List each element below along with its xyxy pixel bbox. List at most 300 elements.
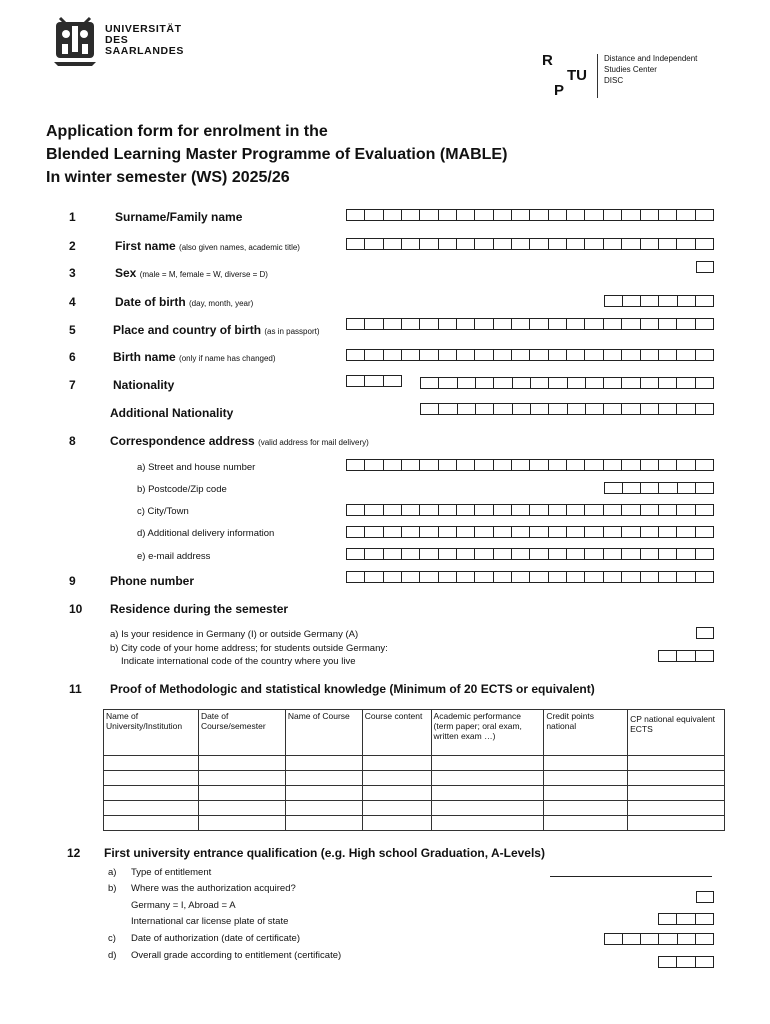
char-box[interactable] [346,375,365,387]
char-box[interactable] [603,504,622,516]
overall-grade-input[interactable] [658,956,714,968]
char-box[interactable] [566,504,585,516]
table-cell[interactable] [628,786,725,801]
char-box[interactable] [566,209,585,221]
char-box[interactable] [584,571,603,583]
char-box[interactable] [475,403,494,415]
email-input[interactable] [346,548,714,560]
char-box[interactable] [640,459,659,471]
char-box[interactable] [640,377,659,389]
char-box[interactable] [493,318,512,330]
char-box[interactable] [695,571,714,583]
char-box[interactable] [640,504,659,516]
entitlement-type-input[interactable] [550,866,712,877]
char-box[interactable] [676,650,695,662]
char-box[interactable] [695,349,714,361]
char-box[interactable] [584,504,603,516]
table-cell[interactable] [198,786,285,801]
char-box[interactable] [364,548,383,560]
char-box[interactable] [658,377,677,389]
char-box[interactable] [511,318,530,330]
char-box[interactable] [696,891,714,903]
dob-input[interactable] [604,295,714,307]
char-box[interactable] [401,349,420,361]
char-box[interactable] [566,318,585,330]
char-box[interactable] [438,403,457,415]
char-box[interactable] [695,238,714,250]
char-box[interactable] [603,571,622,583]
char-box[interactable] [474,459,493,471]
char-box[interactable] [511,209,530,221]
city-code-input[interactable] [658,650,714,662]
char-box[interactable] [438,238,457,250]
char-box[interactable] [548,403,567,415]
char-box[interactable] [383,238,402,250]
char-box[interactable] [456,209,475,221]
nationality-input[interactable] [420,377,714,389]
table-cell[interactable] [431,801,544,816]
char-box[interactable] [364,318,383,330]
char-box[interactable] [401,548,420,560]
char-box[interactable] [511,238,530,250]
char-box[interactable] [621,349,640,361]
char-box[interactable] [364,571,383,583]
table-cell[interactable] [198,771,285,786]
char-box[interactable] [677,933,696,945]
char-box[interactable] [548,349,567,361]
char-box[interactable] [621,238,640,250]
char-box[interactable] [603,403,622,415]
table-cell[interactable] [285,756,362,771]
char-box[interactable] [676,238,695,250]
char-box[interactable] [658,403,677,415]
char-box[interactable] [566,548,585,560]
char-box[interactable] [456,238,475,250]
char-box[interactable] [695,403,714,415]
char-box[interactable] [603,238,622,250]
char-box[interactable] [603,318,622,330]
char-box[interactable] [438,571,457,583]
char-box[interactable] [401,504,420,516]
char-box[interactable] [493,571,512,583]
char-box[interactable] [695,482,714,494]
char-box[interactable] [529,526,548,538]
char-box[interactable] [658,209,677,221]
table-cell[interactable] [628,801,725,816]
delivery-info-input[interactable] [346,526,714,538]
char-box[interactable] [548,548,567,560]
char-box[interactable] [677,482,696,494]
char-box[interactable] [621,209,640,221]
char-box[interactable] [419,238,438,250]
char-box[interactable] [621,403,640,415]
char-box[interactable] [474,238,493,250]
char-box[interactable] [493,377,512,389]
char-box[interactable] [658,504,677,516]
char-box[interactable] [640,349,659,361]
char-box[interactable] [640,933,659,945]
char-box[interactable] [621,377,640,389]
char-box[interactable] [585,377,604,389]
char-box[interactable] [676,956,695,968]
table-cell[interactable] [431,771,544,786]
char-box[interactable] [364,349,383,361]
char-box[interactable] [346,349,365,361]
char-box[interactable] [566,238,585,250]
char-box[interactable] [658,482,677,494]
char-box[interactable] [584,318,603,330]
char-box[interactable] [438,349,457,361]
char-box[interactable] [401,459,420,471]
char-box[interactable] [511,459,530,471]
char-box[interactable] [346,238,365,250]
char-box[interactable] [493,238,512,250]
char-box[interactable] [695,504,714,516]
char-box[interactable] [695,459,714,471]
char-box[interactable] [419,318,438,330]
char-box[interactable] [640,482,659,494]
char-box[interactable] [364,526,383,538]
char-box[interactable] [566,349,585,361]
char-box[interactable] [695,956,714,968]
table-cell[interactable] [198,816,285,831]
char-box[interactable] [438,526,457,538]
char-box[interactable] [474,209,493,221]
char-box[interactable] [676,209,695,221]
char-box[interactable] [622,295,641,307]
table-cell[interactable] [431,786,544,801]
char-box[interactable] [511,571,530,583]
char-box[interactable] [677,295,696,307]
char-box[interactable] [640,571,659,583]
char-box[interactable] [474,548,493,560]
char-box[interactable] [695,318,714,330]
char-box[interactable] [676,913,695,925]
char-box[interactable] [383,459,402,471]
char-box[interactable] [493,526,512,538]
char-box[interactable] [530,403,549,415]
char-box[interactable] [621,504,640,516]
char-box[interactable] [383,571,402,583]
char-box[interactable] [676,504,695,516]
char-box[interactable] [658,295,677,307]
char-box[interactable] [604,482,623,494]
char-box[interactable] [676,349,695,361]
city-input[interactable] [346,504,714,516]
char-box[interactable] [640,318,659,330]
postcode-input[interactable] [604,482,714,494]
char-box[interactable] [346,504,365,516]
char-box[interactable] [658,459,677,471]
table-cell[interactable] [198,756,285,771]
residence-location-input[interactable] [696,627,714,639]
char-box[interactable] [493,548,512,560]
table-cell[interactable] [285,771,362,786]
char-box[interactable] [696,261,714,273]
char-box[interactable] [621,526,640,538]
char-box[interactable] [529,318,548,330]
table-cell[interactable] [362,801,431,816]
char-box[interactable] [548,318,567,330]
table-cell[interactable] [104,771,199,786]
table-cell[interactable] [628,756,725,771]
char-box[interactable] [383,375,402,387]
char-box[interactable] [511,504,530,516]
char-box[interactable] [383,548,402,560]
char-box[interactable] [438,548,457,560]
char-box[interactable] [548,238,567,250]
char-box[interactable] [621,459,640,471]
birthplace-input[interactable] [346,318,714,330]
char-box[interactable] [695,526,714,538]
char-box[interactable] [383,526,402,538]
char-box[interactable] [676,318,695,330]
char-box[interactable] [383,209,402,221]
char-box[interactable] [548,526,567,538]
char-box[interactable] [474,526,493,538]
char-box[interactable] [622,933,641,945]
char-box[interactable] [676,526,695,538]
char-box[interactable] [383,504,402,516]
char-box[interactable] [695,295,714,307]
char-box[interactable] [640,209,659,221]
char-box[interactable] [474,318,493,330]
char-box[interactable] [419,349,438,361]
table-cell[interactable] [544,801,628,816]
char-box[interactable] [401,526,420,538]
char-box[interactable] [584,349,603,361]
char-box[interactable] [548,504,567,516]
char-box[interactable] [640,526,659,538]
char-box[interactable] [584,209,603,221]
char-box[interactable] [621,318,640,330]
table-cell[interactable] [431,816,544,831]
char-box[interactable] [640,238,659,250]
table-cell[interactable] [431,756,544,771]
char-box[interactable] [676,377,695,389]
char-box[interactable] [585,403,604,415]
char-box[interactable] [419,504,438,516]
char-box[interactable] [621,548,640,560]
table-cell[interactable] [544,771,628,786]
char-box[interactable] [603,548,622,560]
table-cell[interactable] [544,786,628,801]
char-box[interactable] [438,209,457,221]
char-box[interactable] [658,956,677,968]
birth-name-input[interactable] [346,349,714,361]
char-box[interactable] [622,482,641,494]
table-cell[interactable] [285,816,362,831]
char-box[interactable] [695,913,714,925]
char-box[interactable] [346,548,365,560]
char-box[interactable] [364,209,383,221]
char-box[interactable] [696,627,714,639]
char-box[interactable] [401,238,420,250]
table-cell[interactable] [285,801,362,816]
char-box[interactable] [529,548,548,560]
char-box[interactable] [420,403,439,415]
authorization-place-input[interactable] [696,891,714,903]
char-box[interactable] [584,459,603,471]
table-cell[interactable] [104,801,199,816]
char-box[interactable] [401,318,420,330]
char-box[interactable] [566,459,585,471]
char-box[interactable] [530,377,549,389]
char-box[interactable] [584,238,603,250]
char-box[interactable] [364,459,383,471]
char-box[interactable] [676,403,695,415]
char-box[interactable] [438,318,457,330]
char-box[interactable] [640,548,659,560]
char-box[interactable] [438,504,457,516]
char-box[interactable] [566,526,585,538]
char-box[interactable] [676,548,695,560]
char-box[interactable] [658,238,677,250]
char-box[interactable] [566,571,585,583]
char-box[interactable] [364,504,383,516]
char-box[interactable] [529,459,548,471]
char-box[interactable] [493,459,512,471]
char-box[interactable] [604,933,623,945]
char-box[interactable] [456,548,475,560]
char-box[interactable] [621,571,640,583]
char-box[interactable] [584,548,603,560]
char-box[interactable] [658,571,677,583]
char-box[interactable] [457,377,476,389]
char-box[interactable] [603,349,622,361]
char-box[interactable] [474,504,493,516]
char-box[interactable] [493,349,512,361]
char-box[interactable] [658,318,677,330]
char-box[interactable] [512,403,531,415]
table-cell[interactable] [285,786,362,801]
char-box[interactable] [548,459,567,471]
char-box[interactable] [695,650,714,662]
table-cell[interactable] [362,786,431,801]
char-box[interactable] [456,349,475,361]
char-box[interactable] [603,377,622,389]
char-box[interactable] [640,295,659,307]
char-box[interactable] [603,459,622,471]
table-cell[interactable] [362,756,431,771]
char-box[interactable] [401,209,420,221]
table-cell[interactable] [362,816,431,831]
char-box[interactable] [456,504,475,516]
char-box[interactable] [658,913,677,925]
char-box[interactable] [640,403,659,415]
char-box[interactable] [567,403,586,415]
char-box[interactable] [401,571,420,583]
char-box[interactable] [548,209,567,221]
char-box[interactable] [658,349,677,361]
char-box[interactable] [475,377,494,389]
char-box[interactable] [419,526,438,538]
char-box[interactable] [419,548,438,560]
surname-input[interactable] [346,209,714,221]
char-box[interactable] [658,933,677,945]
char-box[interactable] [493,403,512,415]
char-box[interactable] [456,526,475,538]
additional-nationality-input[interactable] [420,403,714,415]
char-box[interactable] [493,504,512,516]
char-box[interactable] [383,318,402,330]
license-plate-input[interactable] [658,913,714,925]
table-cell[interactable] [628,816,725,831]
char-box[interactable] [493,209,512,221]
table-cell[interactable] [104,786,199,801]
char-box[interactable] [695,933,714,945]
char-box[interactable] [511,526,530,538]
char-box[interactable] [529,571,548,583]
char-box[interactable] [346,571,365,583]
char-box[interactable] [548,377,567,389]
char-box[interactable] [695,209,714,221]
table-cell[interactable] [362,771,431,786]
table-cell[interactable] [544,756,628,771]
nationality-code-input[interactable] [346,375,402,387]
char-box[interactable] [419,459,438,471]
char-box[interactable] [456,459,475,471]
char-box[interactable] [474,349,493,361]
char-box[interactable] [457,403,476,415]
char-box[interactable] [346,459,365,471]
table-cell[interactable] [628,771,725,786]
table-cell[interactable] [104,816,199,831]
char-box[interactable] [474,571,493,583]
char-box[interactable] [676,571,695,583]
first-name-input[interactable] [346,238,714,250]
char-box[interactable] [346,209,365,221]
char-box[interactable] [383,349,402,361]
char-box[interactable] [567,377,586,389]
char-box[interactable] [511,349,530,361]
char-box[interactable] [456,318,475,330]
char-box[interactable] [548,571,567,583]
table-cell[interactable] [198,801,285,816]
char-box[interactable] [419,209,438,221]
table-cell[interactable] [544,816,628,831]
char-box[interactable] [364,375,383,387]
char-box[interactable] [584,526,603,538]
char-box[interactable] [658,548,677,560]
char-box[interactable] [419,571,438,583]
phone-input[interactable] [346,571,714,583]
char-box[interactable] [512,377,531,389]
char-box[interactable] [420,377,439,389]
char-box[interactable] [658,526,677,538]
street-input[interactable] [346,459,714,471]
sex-input[interactable] [696,261,714,273]
table-cell[interactable] [104,756,199,771]
char-box[interactable] [456,571,475,583]
char-box[interactable] [511,548,530,560]
char-box[interactable] [346,318,365,330]
char-box[interactable] [603,209,622,221]
char-box[interactable] [695,377,714,389]
char-box[interactable] [529,238,548,250]
char-box[interactable] [364,238,383,250]
char-box[interactable] [529,504,548,516]
char-box[interactable] [603,526,622,538]
char-box[interactable] [604,295,623,307]
char-box[interactable] [346,526,365,538]
char-box[interactable] [695,548,714,560]
char-box[interactable] [676,459,695,471]
authorization-date-input[interactable] [604,933,714,945]
char-box[interactable] [658,650,677,662]
char-box[interactable] [438,377,457,389]
char-box[interactable] [529,349,548,361]
